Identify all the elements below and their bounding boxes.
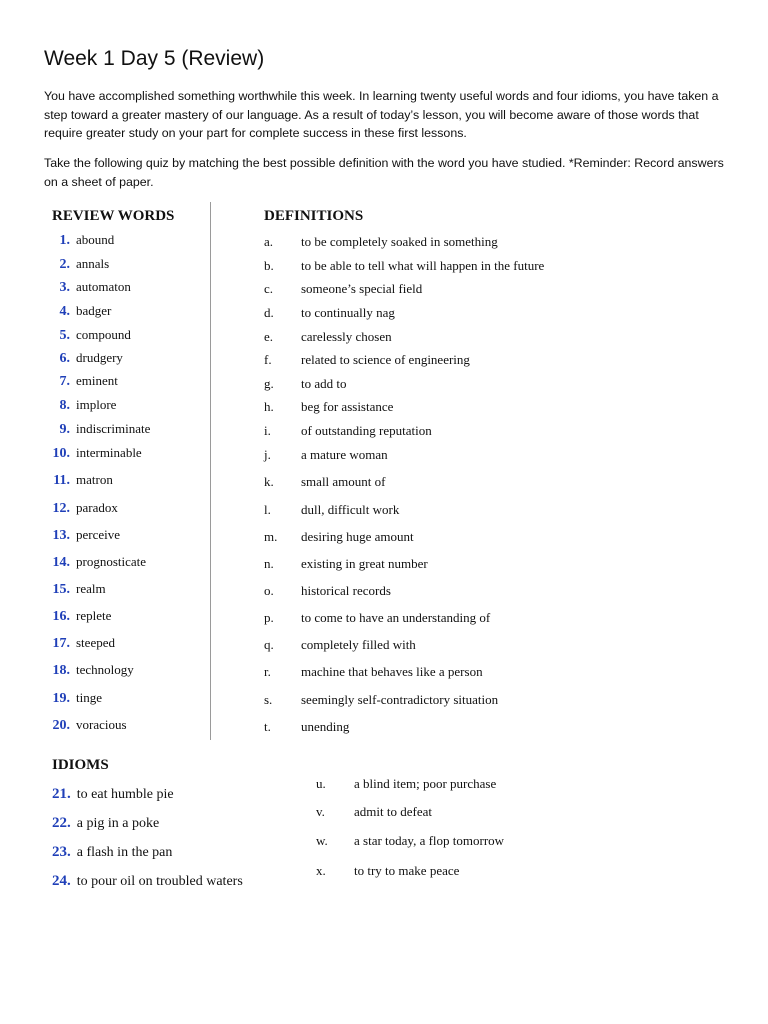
idiom-row [52, 815, 159, 832]
word-number: 1. [59, 233, 70, 248]
definition-text: completely filled with [301, 637, 416, 652]
definition-letter: i. [264, 423, 271, 438]
word-row [48, 397, 116, 414]
idiom-text: to eat humble pie [76, 787, 174, 802]
idiom-number: 24. [52, 873, 71, 889]
definition-row [264, 719, 349, 735]
word-number: 16. [52, 609, 70, 624]
definition-letter: o. [264, 583, 274, 598]
definition-row [264, 423, 432, 439]
definition-letter: t. [264, 719, 271, 734]
word-row [48, 662, 134, 679]
idioms-heading: IDIOMS [52, 757, 109, 773]
idiom-definition-text: to try to make peace [354, 863, 460, 878]
definition-letter: b. [264, 258, 274, 273]
definition-letter: e. [264, 329, 274, 344]
word-row [48, 635, 115, 652]
definition-row [264, 329, 392, 345]
word-number: 4. [59, 304, 70, 319]
word-text: implore [76, 397, 117, 412]
word-number: 12. [52, 501, 70, 516]
word-row [48, 327, 131, 344]
definition-letter: p. [264, 610, 274, 625]
word-text: annals [76, 256, 110, 271]
word-number: 20. [52, 718, 70, 733]
definition-text: to be able to tell what will happen in the future [301, 258, 545, 273]
definition-text: someone’s special field [301, 281, 423, 296]
word-row [48, 717, 127, 734]
definition-letter: k. [264, 474, 274, 489]
definition-text: existing in great number [301, 556, 428, 571]
word-row [48, 527, 120, 544]
word-row [48, 554, 146, 571]
definition-text: desiring huge amount [301, 529, 414, 544]
definition-row [264, 447, 388, 463]
word-text: prognosticate [76, 554, 147, 569]
word-number: 8. [59, 398, 70, 413]
word-number: 15. [52, 582, 70, 597]
idiom-definition-text: a blind item; poor purchase [354, 776, 497, 791]
definition-text: related to science of engineering [301, 352, 470, 367]
definition-row [264, 399, 393, 415]
idiom-definition-letter: w. [316, 833, 328, 848]
word-text: badger [76, 303, 112, 318]
definition-letter: s. [264, 692, 273, 707]
word-text: technology [76, 662, 134, 677]
idiom-definition-text: a star today, a flop tomorrow [354, 833, 505, 848]
word-text: steeped [76, 635, 115, 650]
idiom-definition-row [316, 804, 432, 820]
definition-text: small amount of [301, 474, 386, 489]
definition-text: beg for assistance [301, 399, 394, 414]
word-text: matron [76, 472, 113, 487]
definition-letter: f. [264, 352, 272, 367]
idiom-row [52, 844, 172, 861]
definition-text: dull, difficult work [301, 502, 400, 517]
definition-text: to continually nag [301, 305, 395, 320]
word-row [48, 256, 109, 273]
word-row [48, 500, 118, 517]
idiom-text: a pig in a poke [76, 816, 160, 831]
word-row [48, 472, 113, 489]
word-text: paradox [76, 500, 118, 515]
word-text: compound [76, 327, 131, 342]
word-number: 14. [52, 555, 70, 570]
definition-text: to be completely soaked in something [301, 234, 498, 249]
definition-text: carelessly chosen [301, 329, 392, 344]
word-number: 13. [52, 528, 70, 543]
idiom-definition-row [316, 776, 496, 792]
definition-row [264, 502, 399, 518]
idiom-definition-letter: x. [316, 863, 326, 878]
definition-row [264, 692, 498, 708]
definition-letter: j. [264, 447, 271, 462]
word-text: automaton [76, 279, 131, 294]
definition-row [264, 258, 544, 274]
column-divider [210, 202, 211, 740]
word-number: 11. [53, 473, 70, 488]
word-text: indiscriminate [76, 421, 151, 436]
definition-row [264, 664, 483, 680]
definition-row [264, 529, 414, 545]
definition-text: unending [301, 719, 350, 734]
intro-paragraph: You have accomplished something worthwhile this week. In learning twenty useful words and four idioms, you have taken a step toward a greater mastery of our language. As a result of today’s lesson, you will become aware of those words that require greater study on your part for complete success in these first lessons. [44, 89, 719, 141]
definition-row [264, 583, 391, 599]
definition-letter: n. [264, 556, 274, 571]
definition-text: to add to [301, 376, 347, 391]
idiom-definition-text: admit to defeat [354, 804, 432, 819]
word-text: interminable [76, 445, 142, 460]
definition-letter: a. [264, 234, 274, 249]
definition-letter: r. [264, 664, 271, 679]
word-text: realm [76, 581, 106, 596]
definition-letter: c. [264, 281, 274, 296]
definition-letter: h. [264, 399, 274, 414]
definition-letter: m. [264, 529, 278, 544]
idiom-number: 22. [52, 815, 71, 831]
word-text: abound [76, 232, 115, 247]
definition-row [264, 474, 386, 490]
word-row [48, 608, 111, 625]
word-row [48, 690, 102, 707]
word-number: 17. [52, 636, 70, 651]
review-words-heading: REVIEW WORDS [52, 208, 175, 224]
word-row [48, 279, 131, 296]
idiom-definition-letter: v. [316, 804, 325, 819]
word-text: drudgery [76, 350, 123, 365]
definition-letter: g. [264, 376, 274, 391]
word-number: 6. [59, 351, 70, 366]
word-number: 3. [59, 280, 70, 295]
definition-row [264, 281, 422, 297]
definition-letter: q. [264, 637, 274, 652]
idiom-text: to pour oil on troubled waters [76, 874, 243, 889]
idiom-number: 23. [52, 844, 71, 860]
word-row [48, 303, 111, 320]
definition-row [264, 376, 347, 392]
instructions-paragraph: Take the following quiz by matching the best possible definition with the word you have studied. *Reminder: Record answers on a sheet of paper. [44, 156, 724, 189]
word-row [48, 581, 106, 598]
idiom-row [52, 786, 174, 803]
definition-text: machine that behaves like a person [301, 664, 483, 679]
word-number: 9. [59, 422, 70, 437]
word-row [48, 232, 114, 249]
definition-text: seemingly self-contradictory situation [301, 692, 499, 707]
definition-letter: l. [264, 502, 271, 517]
word-text: eminent [76, 373, 118, 388]
definition-text: historical records [301, 583, 391, 598]
word-number: 7. [59, 374, 70, 389]
idiom-number: 21. [52, 786, 71, 802]
word-text: tinge [76, 690, 102, 705]
word-number: 5. [59, 328, 70, 343]
page-title: Week 1 Day 5 (Review) [44, 47, 265, 70]
definition-row [264, 352, 470, 368]
word-text: voracious [76, 717, 127, 732]
word-text: replete [76, 608, 112, 623]
word-row [48, 421, 150, 438]
definition-text: to come to have an understanding of [301, 610, 491, 625]
word-row [48, 445, 142, 462]
definitions-heading: DEFINITIONS [264, 208, 364, 224]
word-text: perceive [76, 527, 121, 542]
definition-text: of outstanding reputation [301, 423, 432, 438]
idiom-definition-row [316, 833, 504, 849]
word-number: 10. [52, 446, 70, 461]
idiom-row [52, 873, 243, 890]
definition-row [264, 305, 395, 321]
definition-row [264, 610, 490, 626]
idiom-definition-letter: u. [316, 776, 326, 791]
definition-row [264, 234, 498, 250]
definition-text: a mature woman [301, 447, 388, 462]
word-row [48, 350, 123, 367]
definition-row [264, 637, 416, 653]
idiom-text: a flash in the pan [76, 845, 173, 860]
idiom-definition-row [316, 863, 459, 879]
word-number: 19. [52, 691, 70, 706]
word-number: 18. [52, 663, 70, 678]
word-row [48, 373, 118, 390]
definition-letter: d. [264, 305, 274, 320]
word-number: 2. [59, 257, 70, 272]
definition-row [264, 556, 428, 572]
